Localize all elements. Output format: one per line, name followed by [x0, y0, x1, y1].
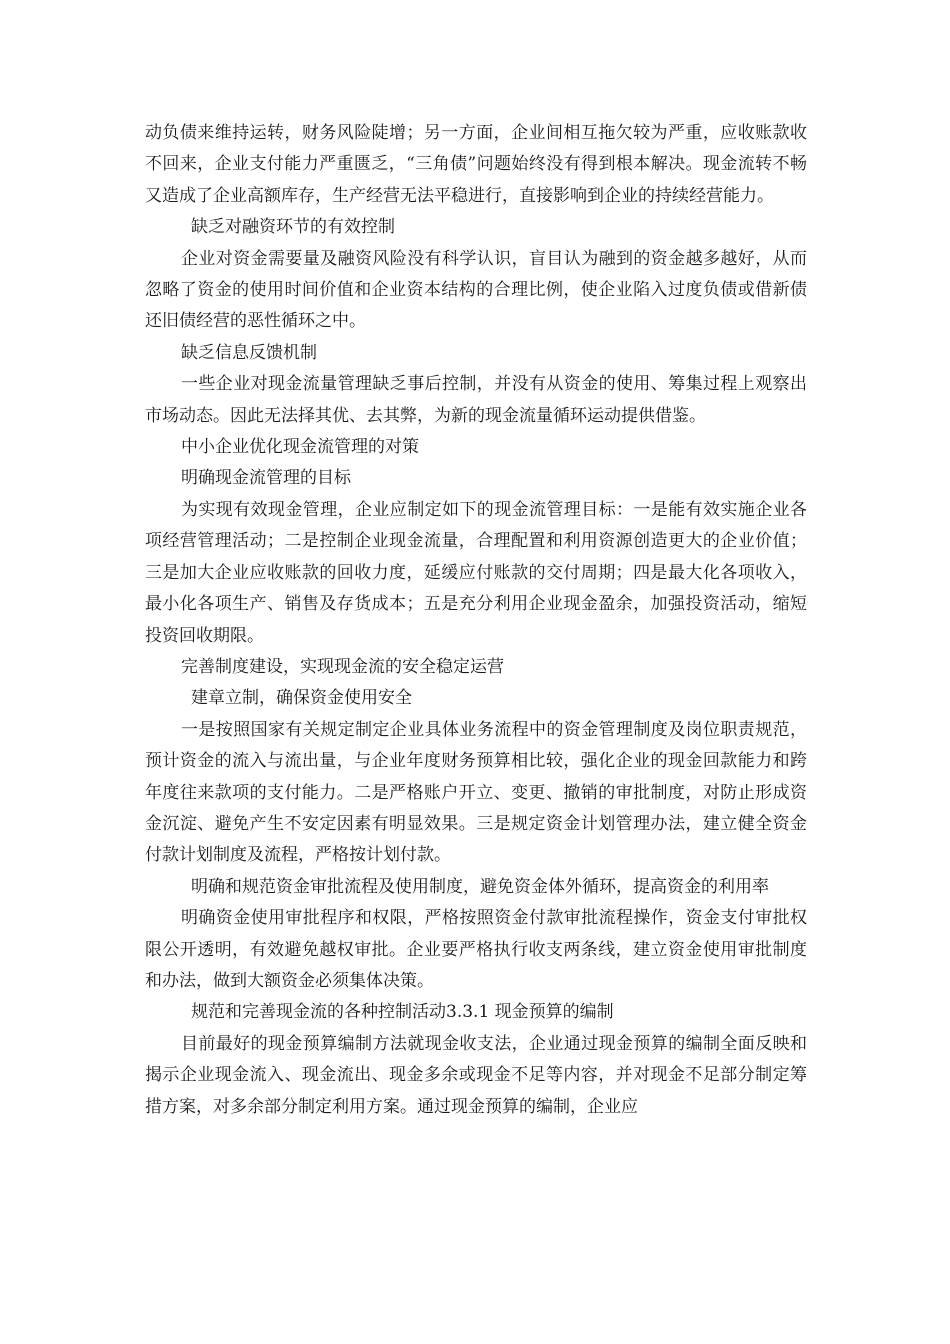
section-heading: 完善制度建设，实现现金流的安全稳定运营: [181, 656, 504, 677]
document-page: [145, 118, 807, 1123]
section-heading: 明确和规范资金审批流程及使用制度，避免资金体外循环，提高资金的利用率: [191, 876, 769, 897]
section-heading: 规范和完善现金流的各种控制活动3.3.1 现金预算的编制: [191, 1002, 614, 1023]
body-paragraph: 明确资金使用审批程序和权限，严格按照资金付款审批流程操作，资金支付审批权限公开透明，有效避免越权审批。企业要严格执行收支两条线，建立资金使用审批制度和办法，做到大额资金必须集体决策。: [145, 908, 807, 991]
section-heading: 缺乏信息反馈机制: [181, 342, 317, 363]
section-heading: 缺乏对融资环节的有效控制: [191, 217, 395, 238]
section-heading: 建章立制，确保资金使用安全: [191, 688, 412, 709]
body-paragraph: 一些企业对现金流量管理缺乏事后控制，并没有从资金的使用、筹集过程上观察出市场动态。因此无法择其优、去其弊，为新的现金流量循环运动提供借鉴。: [145, 374, 807, 426]
body-paragraph: 动负债来维持运转，财务风险陡增；另一方面，企业间相互拖欠较为严重，应收账款收不回来，企业支付能力严重匮乏，“三角债”问题始终没有得到根本解决。现金流转不畅又造成了企业高额库存，生产经营无法平稳进行，直接影响到企业的持续经营能力。: [145, 123, 807, 206]
body-paragraph: 一是按照国家有关规定制定企业具体业务流程中的资金管理制度及岗位职责规范，预计资金的流入与流出量，与企业年度财务预算相比较，强化企业的现金回款能力和跨年度往来款项的支付能力。二是严格账户开立、变更、撤销的审批制度，对防止形成资金沉淀、避免产生不安定因素有明显效果。三是规定资金计划管理办法，建立健全资金付款计划制度及流程，严格按计划付款。: [145, 719, 807, 866]
section-heading: 明确现金流管理的目标: [181, 468, 351, 489]
body-paragraph: 目前最好的现金预算编制方法就现金收支法，企业通过现金预算的编制全面反映和揭示企业现金流入、现金流出、现金多余或现金不足等内容，并对现金不足部分制定筹措方案，对多余部分制定利用方案。通过现金预算的编制，企业应: [145, 1033, 807, 1117]
body-paragraph: 企业对资金需要量及融资风险没有科学认识，盲目认为融到的资金越多越好，从而忽略了资金的使用时间价值和企业资本结构的合理比例，使企业陷入过度负债或借新债还旧债经营的恶性循环之中。: [145, 248, 807, 332]
body-paragraph: 为实现有效现金管理，企业应制定如下的现金流管理目标：一是能有效实施企业各项经营管理活动；二是控制企业现金流量，合理配置和利用资源创造更大的企业价值；三是加大企业应收账款的回收力度，延缓应付账款的交付周期；四是最大化各项收入，最小化各项生产、销售及存货成本；五是充分利用企业现金盈余，加强投资活动，缩短投资回收期限。: [145, 499, 807, 646]
section-heading: 中小企业优化现金流管理的对策: [181, 437, 419, 458]
